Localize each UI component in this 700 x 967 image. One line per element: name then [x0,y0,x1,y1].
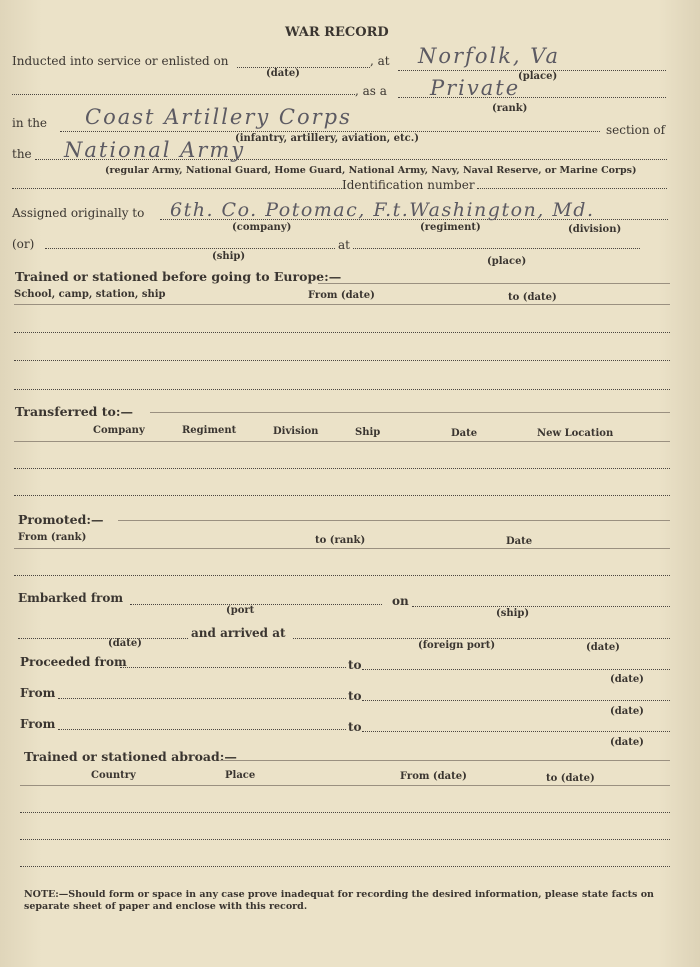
embarked-date-line [18,638,188,639]
col-to-rank: to (rank) [315,535,366,546]
promoted-rule [118,520,670,521]
from-date-caption-1: (date) [610,706,644,717]
embarked-label: Embarked from [18,591,124,605]
trained-before-col-rule [14,304,670,305]
to-label-2: to [348,720,362,734]
trained-abroad-heading: Trained or stationed abroad:— [24,749,237,764]
transferred-rule [150,412,670,413]
foreign-port-caption: (foreign port) [418,640,496,651]
trained-abroad-col-rule [20,785,670,786]
place-caption: (place) [518,71,558,82]
or-label: (or) [12,237,35,251]
at-label: , at [370,54,390,68]
inducted-place-entry[interactable]: Norfolk, Va [418,44,561,68]
proceeded-date-caption: (date) [610,674,644,685]
transferred-heading: Transferred to:— [15,404,133,419]
col-date: Date [451,428,478,439]
proceeded-to-label: to [348,658,362,672]
trained-before-rule [318,283,670,284]
trained-abroad-row-1 [20,812,670,813]
company-caption: (company) [232,222,292,233]
arm-entry[interactable]: Coast Artillery Corps [85,105,352,129]
proceeded-label: Proceeded from [20,655,127,669]
form-title: WAR RECORD [285,25,389,40]
col-country: Country [91,770,136,781]
rank-prefix-line [12,94,355,95]
col-company: Company [93,425,145,436]
col-abroad-from: From (date) [400,771,467,782]
date-caption-2: (date) [108,638,142,649]
col-regiment: Regiment [182,425,237,436]
ship-caption-2: (ship) [496,608,530,619]
promoted-col-rule [14,548,670,549]
as-a-label: , as a [355,84,387,98]
embarked-ship-line [412,606,670,607]
from-label-1: From [20,686,56,700]
at-label-2: at [338,238,350,252]
to-line-2 [362,731,670,732]
from-date-caption-2: (date) [610,737,644,748]
col-school: School, camp, station, ship [14,289,166,300]
identification-prefix-line [12,188,342,189]
ship-line [45,248,335,249]
trained-abroad-rule [220,760,670,761]
service-caption: (regular Army, National Guard, Home Guard, National Army, Navy, Naval Reserve, or Marine Corps) [105,165,637,176]
port-caption: (port [226,605,255,616]
identification-line [477,188,667,189]
trained-before-row-1 [14,332,670,333]
col-promoted-date: Date [506,536,533,547]
note-text: NOTE:—Should form or space in any case prove inadequat for recording the desired information, please state facts on separate sheet of paper and enclose with this record. [24,889,654,912]
from-label-2: From [20,717,56,731]
arrived-label: and arrived at [191,626,286,640]
proceeded-from-line [120,667,346,668]
transferred-row-2 [14,495,670,496]
identification-label: Identification number [342,178,475,192]
col-to-date: to (date) [508,292,557,303]
arrived-port-line [293,638,670,639]
promoted-row-1 [14,575,670,576]
arm-line [60,131,600,132]
assigned-label: Assigned originally to [12,206,145,220]
date-caption-3: (date) [586,642,620,653]
col-from-rank: From (rank) [18,532,87,543]
inducted-label: Inducted into service or enlisted on [12,54,229,68]
division-caption: (division) [568,224,622,235]
embarked-port-line [130,604,382,605]
col-division: Division [273,426,319,437]
trained-before-row-3 [14,389,670,390]
from-line-2 [58,729,346,730]
transferred-row-1 [14,468,670,469]
trained-before-heading: Trained or stationed before going to Europe:— [15,269,342,284]
trained-before-row-2 [14,360,670,361]
place-caption-2: (place) [487,256,527,267]
col-ship: Ship [355,427,381,438]
col-from-date: From (date) [308,290,375,301]
transferred-col-rule [14,441,670,442]
the-label: the [12,147,32,161]
date-caption: (date) [266,68,300,79]
proceeded-to-line [362,669,670,670]
rank-entry[interactable]: Private [430,76,521,100]
col-place: Place [225,770,256,781]
ship-place-line [353,248,640,249]
service-entry[interactable]: National Army [64,138,246,162]
to-label-1: to [348,689,362,703]
inducted-date-line [237,67,370,68]
in-the-label: in the [12,116,48,130]
trained-abroad-row-3 [20,866,670,867]
regiment-caption: (regiment) [420,222,481,233]
from-line-1 [58,698,346,699]
assignment-entry[interactable]: 6th. Co. Potomac, F.t.Washington, Md. [170,199,595,221]
ship-caption: (ship) [212,251,246,262]
promoted-heading: Promoted:— [18,512,104,527]
section-of-label: section of [606,123,666,137]
col-abroad-to: to (date) [546,773,595,784]
arm-caption: (infantry, artillery, aviation, etc.) [235,133,419,144]
on-label: on [392,594,409,608]
rank-caption: (rank) [492,103,528,114]
col-new-location: New Location [537,428,614,439]
trained-abroad-row-2 [20,839,670,840]
to-line-1 [362,700,670,701]
